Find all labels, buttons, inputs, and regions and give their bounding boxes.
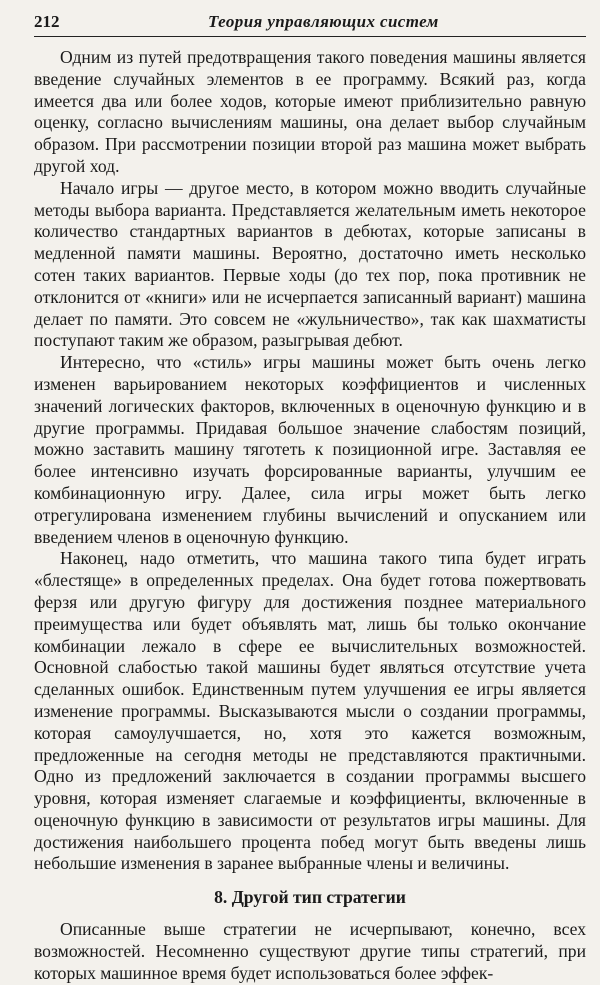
paragraph: Начало игры — другое место, в котором можно вводить случайные методы выбора варианта. Представляется желательным иметь некоторое количество стандартных вариантов в дебютах, которые записаны в медленной памяти машины. Вероятно, достаточно иметь несколько сотен таких вариантов. Первые ходы (до тех пор, пока противник не отклонится от «книги» или не исчерпается записанный вариант) машина делает по памяти. Это совсем не «жульничество», так как шахматисты поступают таким же образом, разыгрывая дебют. [34,177,586,351]
book-page [34,10,586,985]
paragraph: Наконец, надо отметить, что машина такого типа будет играть «блестяще» в определенных пределах. Она будет готова пожертвовать ферзя или другую фигуру для достижения позднее материального преимущества или будет объявлять мат, лишь бы только окончание комбинации лежало в сфере ее вычислительных возможностей. Основной слабостью такой машины будет являться отсутствие учета сделанных ошибок. Единственным путем улучшения ее игры является изменение программы. Высказываются мысли о создании программы, которая самоулучшается, но, хотя это кажется возможным, предложенные на сегодня методы не представляются практичными. Одно из предложений заключается в создании программы высшего уровня, которая изменяет слагаемые и коэффициенты, включенные в оценочную функцию в зависимости от результатов игры машины. Для достижения наибольшего процента побед могут быть введены лишь небольшие изменения в заранее выбранные члены и величины. [34,548,586,874]
section-heading: 8. Другой тип стратегии [214,887,406,908]
page-number: 212 [34,12,60,31]
body-text [34,47,586,985]
page-header [34,10,586,37]
paragraph: Интересно, что «стиль» игры машины может быть очень легко изменен варьированием некоторых коэффициентов и численных значений логических факторов, включенных в оценочную функцию и в другие программы. Придавая большое значение слабостям позиций, можно заставить машину тяготеть к позиционной игре. Заставляя ее более интенсивно изучать форсированные варианты, улучшим ее комбинационную игру. Далее, сила игры может быть легко отрегулирована изменением глубины вычислений и опусканием или введением членов в оценочную функцию. [34,352,586,547]
paragraph: Описанные выше стратегии не исчерпывают, конечно, всех возможностей. Несомненно существуют другие типы стратегий, при которых машинное время будет использоваться более эффек- [34,919,586,983]
paragraph: Одним из путей предотвращения такого поведения машины является введение случайных элементов в ее программу. Всякий раз, когда имеется два или более ходов, которые имеют приблизительно равную оценку, согласно вычислениям машины, она делает выбор случайным образом. При рассмотрении позиции второй раз машина может выбрать другой ход. [34,47,586,176]
running-title: Теория управляющих систем [208,12,439,31]
